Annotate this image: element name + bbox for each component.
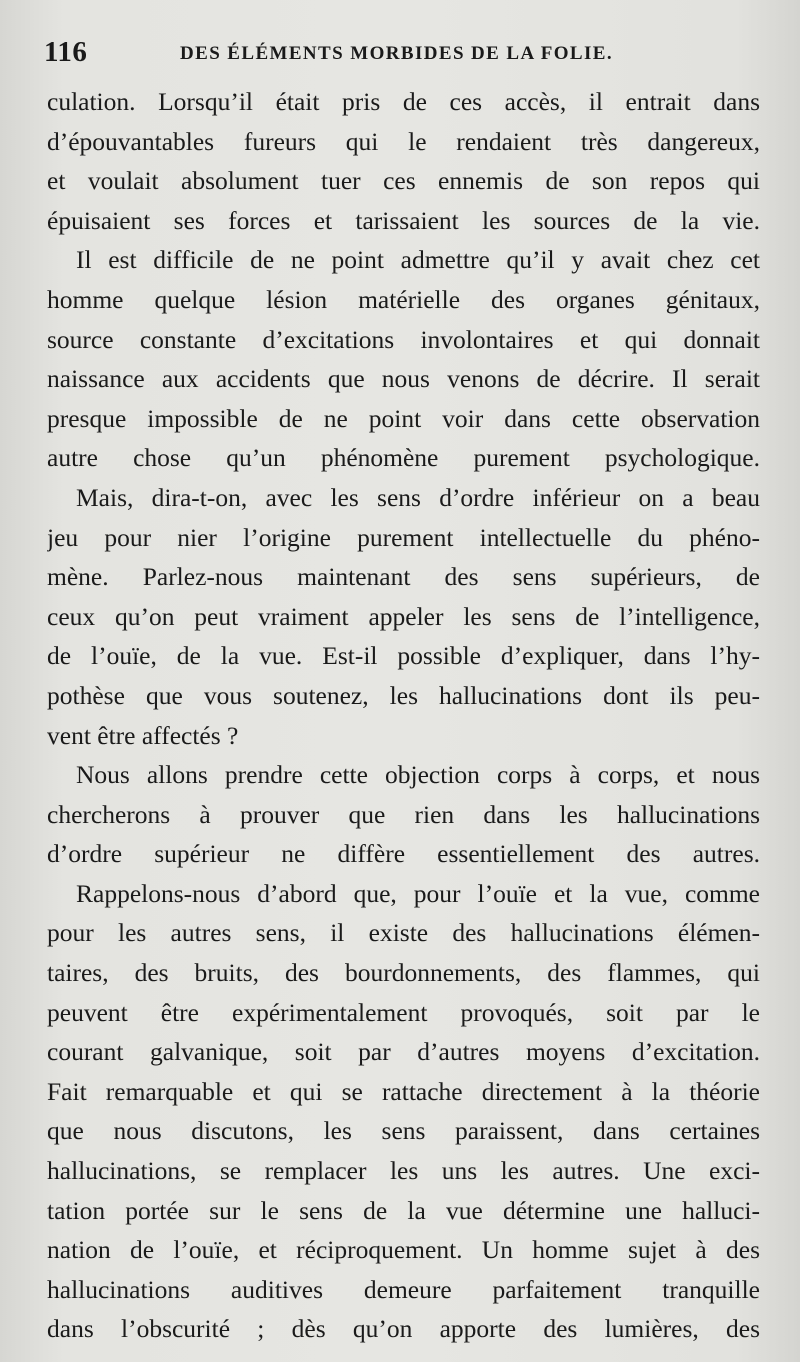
paragraph-2	[47, 240, 760, 478]
text-line: épuisaient ses forces et tarissaient les sources de la vie.	[47, 205, 760, 235]
text-line: ceux qu’on peut vraiment appeler les sens de l’intelligence,	[47, 601, 760, 631]
text-line: presque impossible de ne point voir dans cette observation	[47, 403, 760, 433]
text-line: autre chose qu’un phénomène purement psychologique.	[47, 443, 760, 473]
text-line: que nous discutons, les sens paraissent, dans certaines	[47, 1116, 760, 1146]
text-line: Rappelons-nous d’abord que, pour l’ouïe et la vue, comme	[76, 878, 760, 908]
text-line: de l’ouïe, de la vue. Est-il possible d’expliquer, dans l’hy-	[47, 641, 760, 671]
text-line: et voulait absolument tuer ces ennemis de son repos qui	[47, 166, 760, 196]
text-line: d’épouvantables fureurs qui le rendaient très dangereux,	[47, 126, 760, 156]
text-line: dans l’obscurité ; dès qu’on apporte des lumières, des	[47, 1314, 760, 1344]
text-line: hallucinations, se remplacer les uns les autres. Une exci-	[47, 1156, 760, 1186]
text-line: naissance aux accidents que nous venons de décrire. Il serait	[47, 364, 760, 394]
paragraph-1	[47, 82, 760, 240]
text-line: Fait remarquable et qui se rattache directement à la théorie	[47, 1076, 760, 1106]
paragraph-4	[47, 755, 760, 874]
text-line: chercherons à prouver que rien dans les hallucinations	[47, 799, 760, 829]
text-line: pour les autres sens, il existe des hallucinations élémen-	[47, 918, 760, 948]
body-text	[47, 82, 760, 1352]
running-head	[44, 36, 760, 70]
paragraph-3	[47, 478, 760, 755]
paragraph-5	[47, 874, 760, 1349]
text-line: culation. Lorsqu’il était pris de ces accès, il entrait dans	[47, 87, 760, 116]
text-line: hallucinations auditives demeure parfaitement tranquille	[47, 1274, 760, 1304]
page-number: 116	[44, 36, 88, 68]
text-line: peuvent être expérimentalement provoqués, soit par le	[47, 997, 760, 1027]
text-line: taires, des bruits, des bourdonnements, des flammes, qui	[47, 958, 760, 988]
text-line: jeu pour nier l’origine purement intellectuelle du phéno-	[47, 522, 760, 552]
text-line: mène. Parlez-nous maintenant des sens supérieurs, de	[47, 562, 760, 592]
text-line: nation de l’ouïe, et réciproquement. Un homme sujet à des	[47, 1235, 760, 1265]
text-line: d’ordre supérieur ne diffère essentiellement des autres.	[47, 839, 760, 869]
text-line: vent être affectés ?	[47, 720, 239, 750]
text-line: Nous allons prendre cette objection corps à corps, et nous	[76, 760, 760, 790]
text-line: homme quelque lésion matérielle des organes génitaux,	[47, 284, 760, 314]
text-line: Il est difficile de ne point admettre qu’il y avait chez cet	[76, 245, 760, 275]
text-line: pothèse que vous soutenez, les hallucinations dont ils peu-	[47, 680, 760, 710]
text-line: Mais, dira-t-on, avec les sens d’ordre inférieur on a beau	[76, 482, 760, 512]
text-line: courant galvanique, soit par d’autres moyens d’excitation.	[47, 1037, 760, 1067]
running-title: DES ÉLÉMENTS MORBIDES DE LA FOLIE.	[180, 43, 613, 64]
text-line: tation portée sur le sens de la vue détermine une halluci-	[47, 1195, 760, 1225]
text-line: source constante d’excitations involontaires et qui donnait	[47, 324, 760, 354]
